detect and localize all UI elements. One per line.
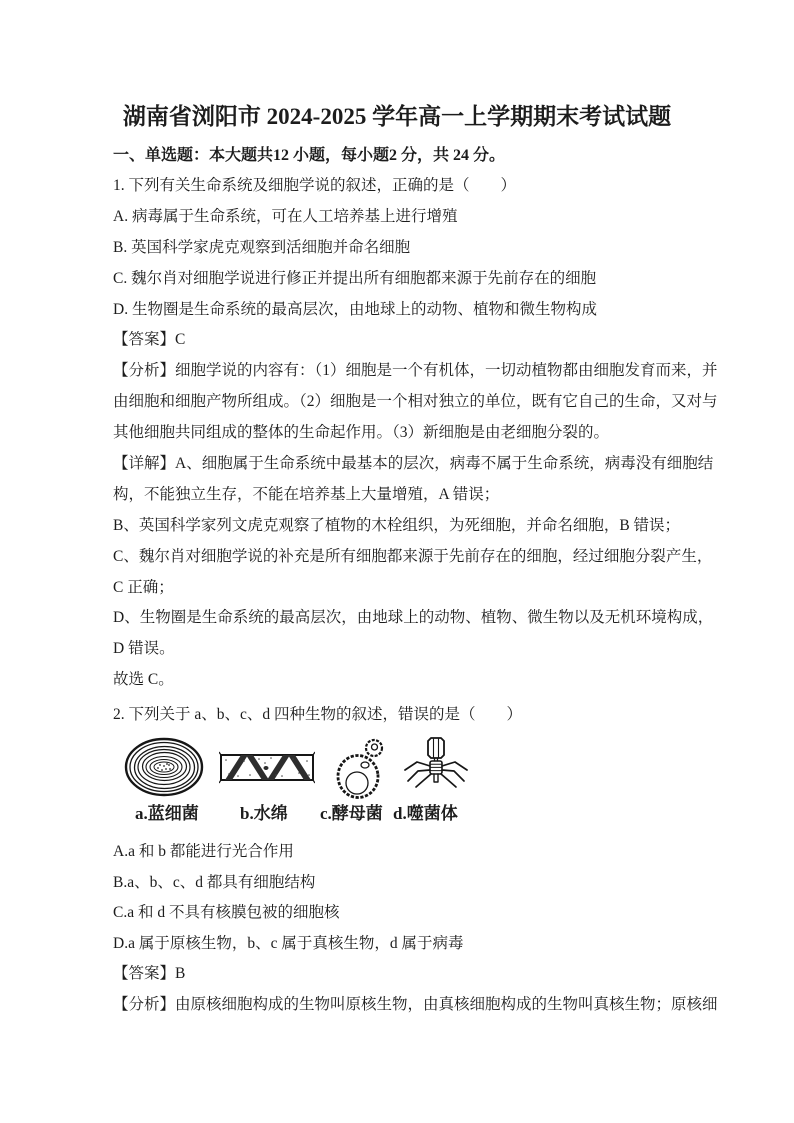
- question2-block: [113, 837, 718, 1021]
- figure-label-spirogyra: b.水绵: [240, 804, 288, 823]
- text-line: 【答案】C: [113, 331, 186, 349]
- yeast-icon: [336, 738, 384, 800]
- text-line: A. 病毒属于生命系统，可在人工培养基上进行增殖: [113, 207, 458, 225]
- text-line: 【分析】由原核细胞构成的生物叫原核生物，由真核细胞构成的生物叫真核生物；原核细: [113, 995, 718, 1013]
- text-line: D、生物圈是生命系统的最高层次，由地球上的动物、植物、微生物以及无机环境构成，: [113, 609, 714, 627]
- text-line: C 正确；: [113, 578, 174, 596]
- cyanobacteria-icon: [124, 737, 204, 797]
- text-line: D 错误。: [113, 640, 175, 658]
- bacteriophage-illustration: [400, 736, 470, 797]
- text-line: D. 生物圈是生命系统的最高层次，由地球上的动物、植物和微生物构成: [113, 300, 597, 318]
- yeast-illustration: [336, 738, 384, 805]
- text-line: 1. 下列有关生命系统及细胞学说的叙述，正确的是（ ）: [113, 177, 517, 194]
- text-line: 【详解】A、细胞属于生命系统中最基本的层次，病毒不属于生命系统，病毒没有细胞结: [113, 455, 714, 473]
- text-line: 【分析】细胞学说的内容有：（1）细胞是一个有机体，一切动植物都由细胞发育而来，并: [113, 362, 718, 380]
- text-line: 其他细胞共同组成的整体的生命起作用。（3）新细胞是由老细胞分裂的。: [113, 424, 610, 442]
- question1-block: [113, 171, 718, 696]
- text-line: 【答案】B: [113, 965, 186, 983]
- text-line: 构，不能独立生存，不能在培养基上大量增殖，A 错误；: [113, 485, 500, 503]
- text-line: D.a 属于原核生物，b、c 属于真核生物，d 属于病毒: [113, 934, 464, 952]
- page-title: 湖南省浏阳市 2024-2025 学年高一上学期期末考试试题: [122, 104, 672, 129]
- spirogyra-illustration: [219, 751, 315, 790]
- question2-stem: 2. 下列关于 a、b、c、d 四种生物的叙述，错误的是（ ）: [113, 706, 523, 723]
- text-line: C. 魏尔肖对细胞学说进行修正并提出所有细胞都来源于先前存在的细胞: [113, 269, 597, 287]
- text-line: 由细胞和细胞产物所组成。（2）细胞是一个相对独立的单位，既有它自己的生命，又对与: [113, 393, 718, 411]
- figure-label-cyanobacteria: a.蓝细菌: [135, 804, 199, 823]
- figure-label-yeast: c.酵母菌: [320, 804, 383, 823]
- cyanobacteria-illustration: [124, 737, 204, 802]
- text-line: 故选 C。: [113, 671, 174, 689]
- text-line: C、魏尔肖对细胞学说的补充是所有细胞都来源于先前存在的细胞，经过细胞分裂产生，: [113, 547, 713, 565]
- spirogyra-icon: [219, 751, 315, 785]
- text-line: C.a 和 d 不具有核膜包被的细胞核: [113, 904, 340, 922]
- text-line: A.a 和 b 都能进行光合作用: [113, 843, 294, 860]
- text-line: B、英国科学家列文虎克观察了植物的木栓组织，为死细胞，并命名细胞，B 错误；: [113, 516, 681, 534]
- text-line: B. 英国科学家虎克观察到活细胞并命名细胞: [113, 238, 411, 256]
- figure-label-bacteriophage: d.噬菌体: [393, 804, 458, 823]
- section-heading: 一、单选题：本大题共12 小题，每小题2 分，共 24 分。: [113, 147, 506, 164]
- text-line: B.a、b、c、d 都具有细胞结构: [113, 873, 316, 891]
- bacteriophage-icon: [400, 736, 470, 792]
